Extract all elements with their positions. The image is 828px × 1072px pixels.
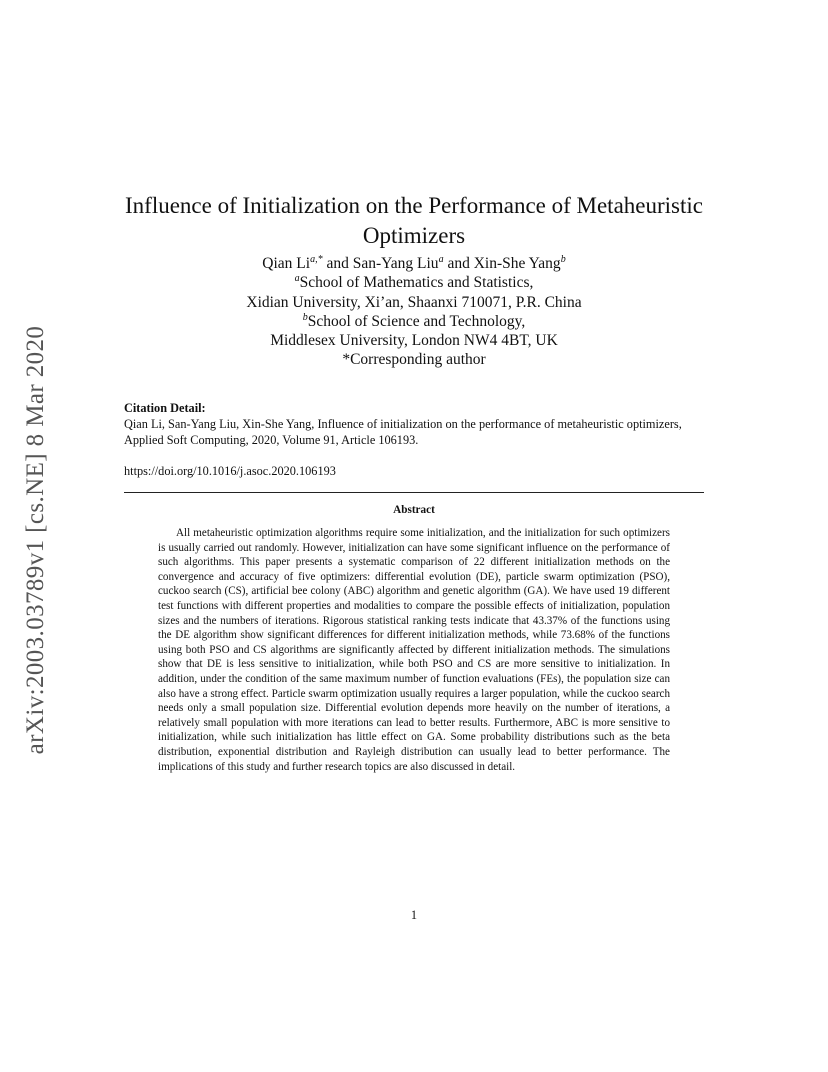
author-name: Xin-She Yang (473, 255, 561, 272)
corresponding-author-note: *Corresponding author (342, 351, 486, 369)
affiliation-superscript: b (302, 311, 308, 323)
horizontal-rule (124, 492, 704, 493)
abstract-heading: Abstract (393, 504, 435, 516)
author-superscript: a,* (310, 253, 323, 265)
author-separator: and (322, 255, 353, 272)
affiliation-b-line2: Middlesex University, London NW4 4BT, UK (270, 332, 558, 350)
author-affiliation-block (110, 254, 718, 370)
affiliation-text: School of Mathematics and Statistics, (299, 274, 534, 292)
abstract-body: All metaheuristic optimization algorithms require some initialization, and the initialization for such optimizers is usually carried out randomly. However, initialization can have some significant influence on the performance of such algorithms. This paper presents a systematic comparison of 22 different initialization methods on the convergence and accuracy of five optimizers: differential evolution (DE), particle swarm optimization (PSO), cuckoo search (CS), artificial bee colony (ABC) algorithm and genetic algorithm (GA). We have used 19 different test functions with different properties and modalities to compare the possible effects of initialization, population sizes and the numbers of iterations. Rigorous statistical ranking tests indicate that 43.37% of the functions using the DE algorithm show significant differences for different initialization methods, while 73.68% of the functions using both PSO and CS algorithms are significantly affected by different initialization methods. The simulations show that DE is less sensitive to initialization, while both PSO and CS are more sensitive to initialization. In addition, under the condition of the same maximum number of function evaluations (FEs), the population size can also have a strong effect. Particle swarm optimization usually requires a larger population, while the cuckoo search needs only a small population size. Differential evolution depends more heavily on the number of iterations, a relatively small population with more iterations can lead to better results. Furthermore, ABC is more sensitive to initialization, while such initialization has little effect on GA. Some probability distributions such as the beta distribution, exponential distribution and Rayleigh distribution can usually lead to better performance. The implications of this study and further research topics are also discussed in detail. (158, 527, 670, 773)
citation-detail (124, 400, 704, 448)
page-number: 1 (410, 908, 418, 922)
author-superscript: b (560, 253, 566, 265)
affiliation-text: School of Science and Technology, (307, 312, 526, 330)
affiliation-a-line2: Xidian University, Xi’an, Shaanxi 710071, P.R. China (246, 293, 582, 311)
author-name: Qian Li (262, 255, 311, 272)
doi-link[interactable]: https://doi.org/10.1016/j.asoc.2020.106193 (124, 464, 336, 478)
author-separator: and (443, 255, 474, 272)
citation-text: Qian Li, San-Yang Liu, Xin-She Yang, Influence of initialization on the performance of metaheuristic optimizers, Applied Soft Computing, 2020, Volume 91, Article 106193. (124, 417, 682, 447)
citation-heading: Citation Detail: (124, 401, 206, 415)
paper-title: Influence of Initialization on the Performance of Metaheuristic Optimizers (125, 193, 703, 249)
arxiv-identifier-stamp: arXiv:2003.03789v1 [cs.NE] 8 Mar 2020 (22, 325, 49, 755)
author-name: San-Yang Liu (352, 255, 439, 272)
affiliation-b-line1 (110, 312, 718, 331)
author-line (110, 254, 718, 273)
affiliation-superscript: a (294, 273, 300, 285)
author-superscript: a (438, 253, 444, 265)
affiliation-a-line1 (110, 273, 718, 292)
